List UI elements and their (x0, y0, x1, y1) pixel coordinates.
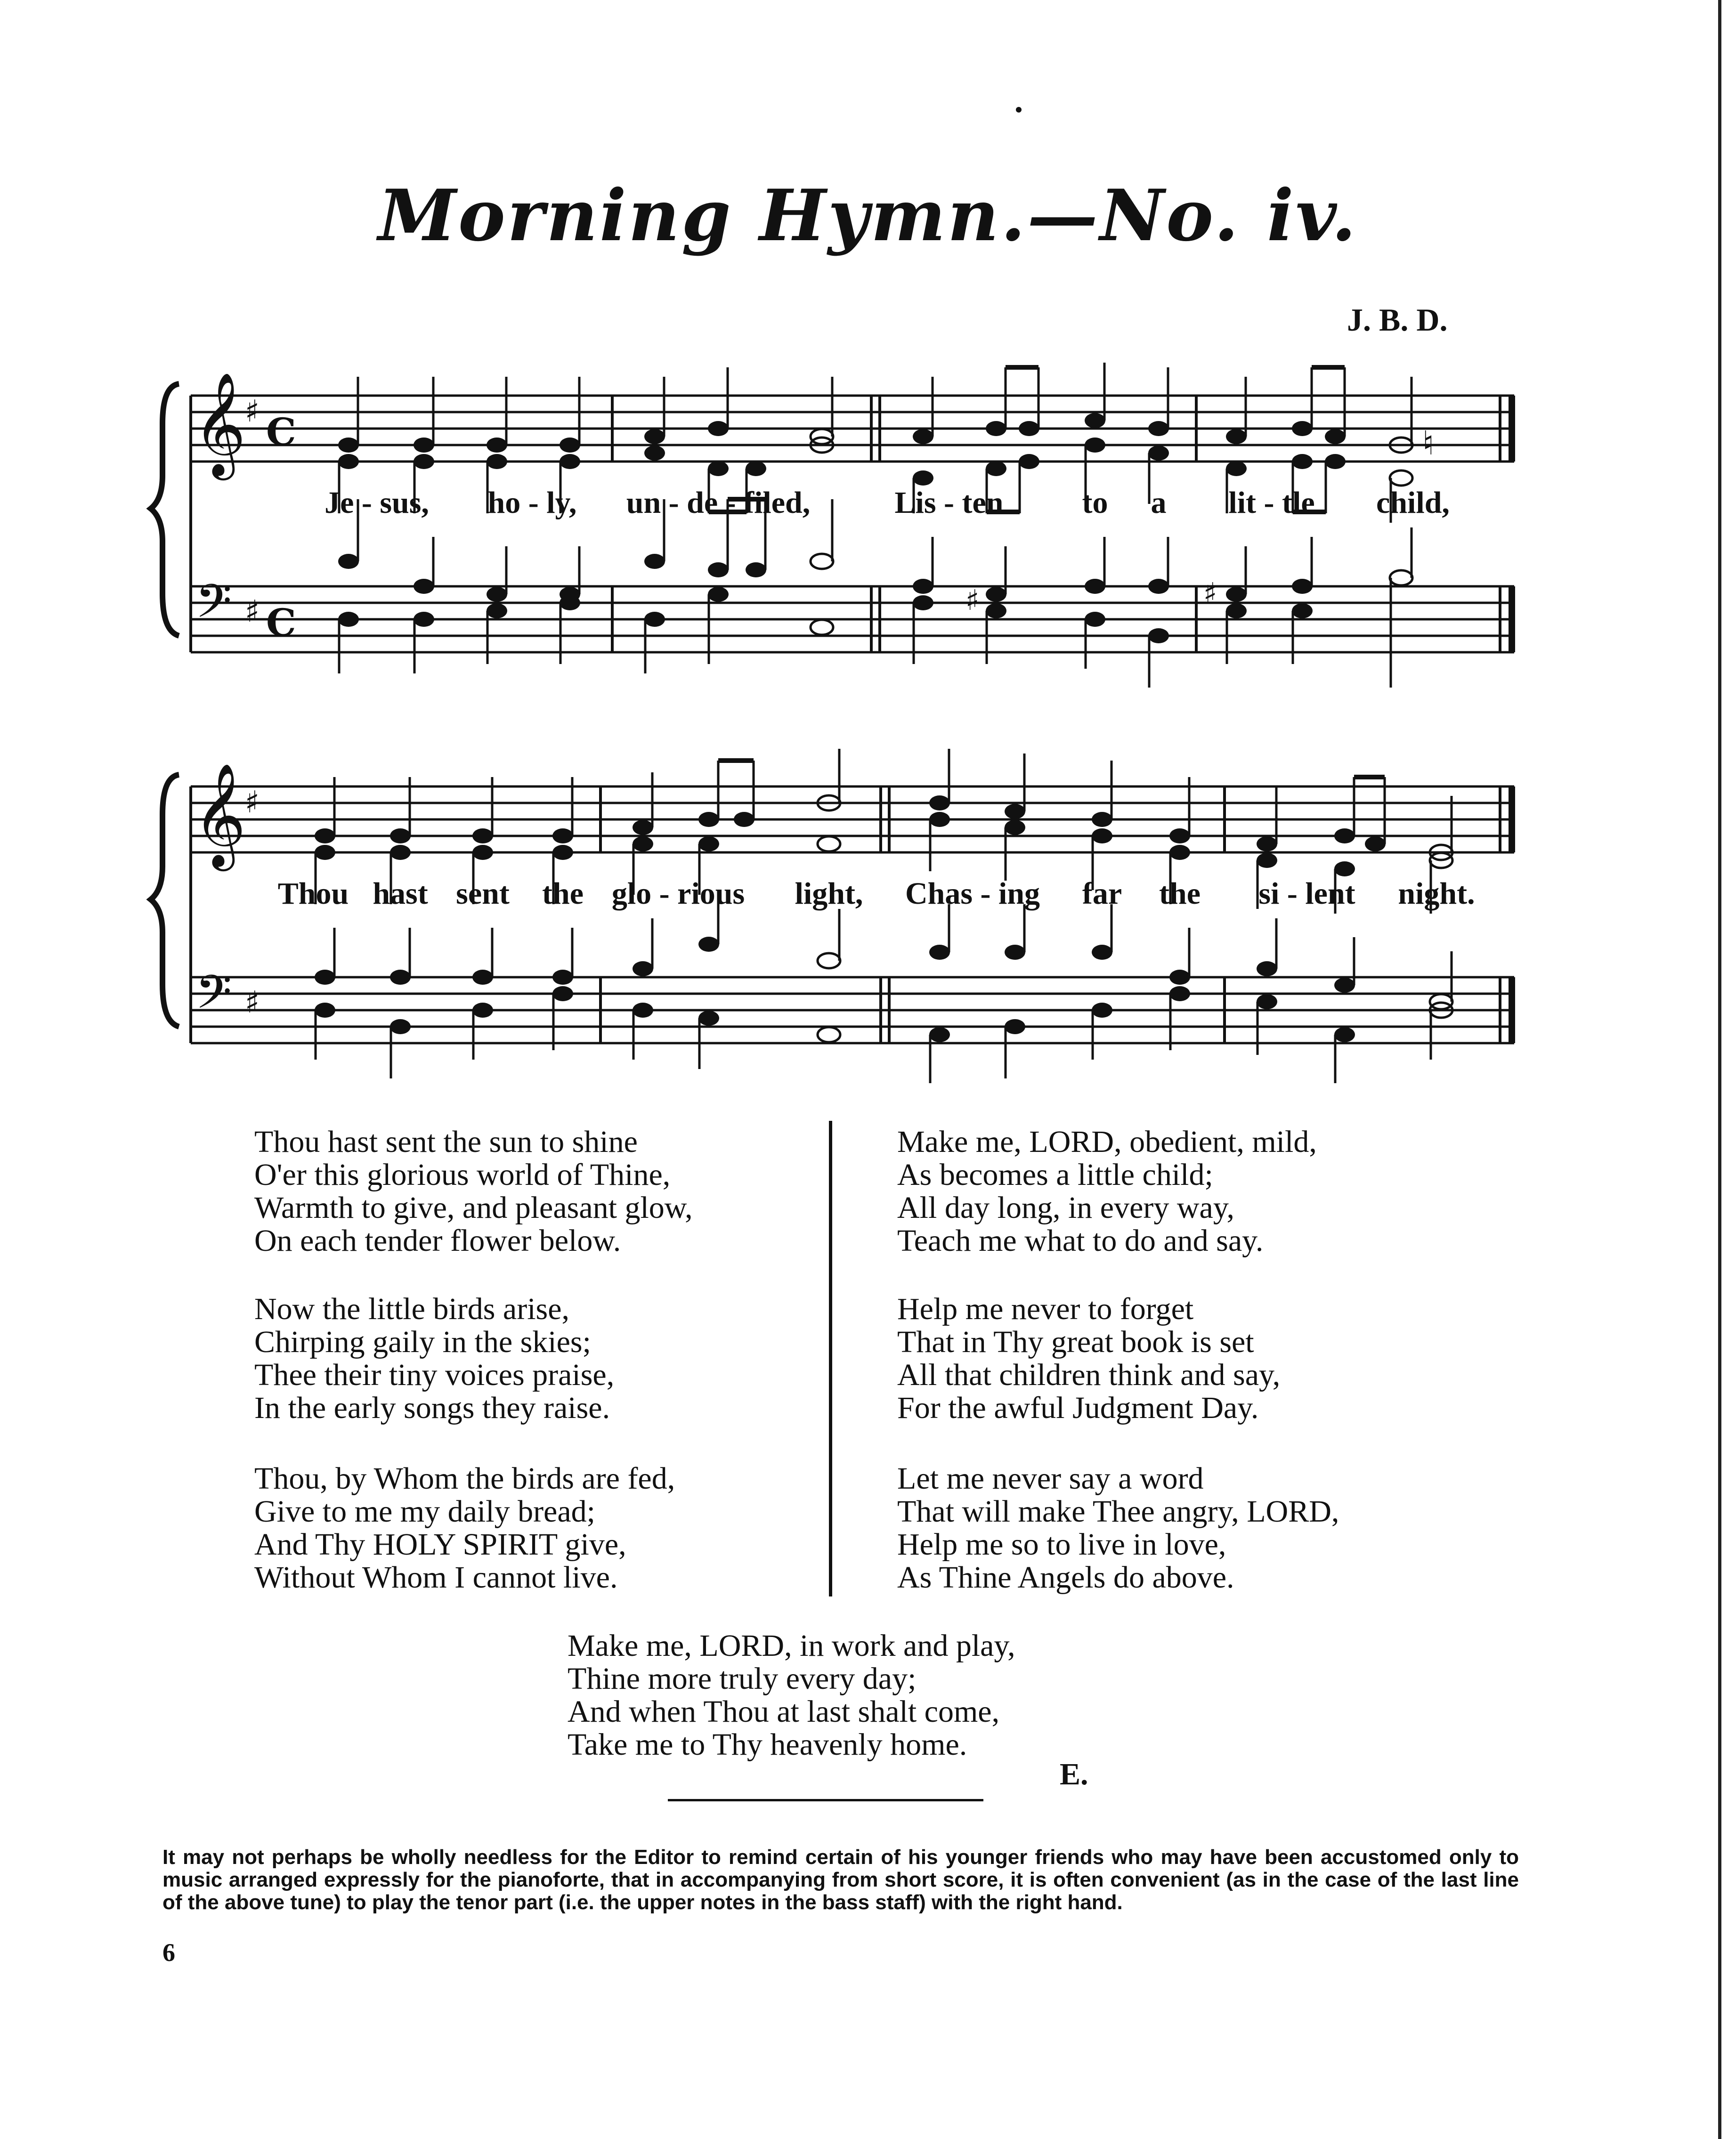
svg-text:C: C (266, 600, 296, 645)
verse-line: Thou, by Whom the birds are fed, (254, 1461, 675, 1496)
verse-line: On each tender flower below. (254, 1223, 621, 1258)
stanza-left-1 (254, 1126, 693, 1257)
svg-text:𝄞: 𝄞 (193, 372, 246, 476)
stanza-left-3 (254, 1462, 675, 1594)
svg-text:♯: ♯ (245, 985, 260, 1020)
verse-line: And when Thou at last shalt come, (568, 1694, 1000, 1729)
svg-text:♯: ♯ (245, 594, 260, 629)
lyric-syllable: far (1082, 876, 1122, 911)
verse-line: O'er this glorious world of Thine, (254, 1158, 671, 1192)
lyric-syllable: the (1159, 876, 1201, 911)
editor-footnote: It may not perhaps be wholly needless for the Editor to remind certain of his younger friends who may have been accustomed only to music arranged expressly for the pianoforte, that in accompanying from short score, it is often convenient (as in the case of the last line of the above tune) to play the tenor part (i.e. the upper notes in the bass staff) with the right hand. (162, 1846, 1519, 1914)
lyric-syllable: night. (1398, 876, 1475, 911)
lyric-syllable: to (1082, 486, 1108, 520)
printer-mark-dot (1016, 107, 1022, 113)
score-system-2 (0, 749, 1736, 1107)
verse-line: That in Thy great book is set (897, 1325, 1254, 1359)
verse-line: That will make Thee angry, LORD, (897, 1494, 1339, 1529)
verse-line: And Thy HOLY SPIRIT give, (254, 1527, 626, 1562)
music-system-2 (0, 749, 1736, 1107)
column-divider (829, 1121, 832, 1596)
verse-line: Without Whom I cannot live. (254, 1560, 618, 1595)
svg-text:C: C (266, 410, 296, 454)
stanza-right-3 (897, 1462, 1339, 1594)
verse-line: For the awful Judgment Day. (897, 1391, 1259, 1425)
verse-line: As Thine Angels do above. (897, 1560, 1234, 1595)
verse-line: Make me, LORD, obedient, mild, (897, 1125, 1317, 1159)
svg-text:♯: ♯ (1203, 577, 1217, 610)
composer-credit: J. B. D. (1347, 302, 1448, 338)
verse-line: In the early songs they raise. (254, 1391, 610, 1425)
verse-line: All that children think and say, (897, 1358, 1281, 1392)
svg-text:𝄢: 𝄢 (195, 965, 232, 1031)
lyric-syllable: un - de - filed, (626, 486, 811, 520)
svg-text:♯: ♯ (245, 394, 260, 429)
lyric-syllable: ho - ly, (487, 486, 577, 520)
verse-line: Help me so to live in love, (897, 1527, 1226, 1562)
separator-rule (668, 1799, 983, 1801)
stanza-right-1 (897, 1126, 1317, 1257)
verse-line: Thee their tiny voices praise, (254, 1358, 615, 1392)
svg-text:♮: ♮ (1422, 424, 1435, 462)
lyric-syllable: hast (373, 876, 428, 911)
lyric-syllable: sent (456, 876, 510, 911)
verse-line: All day long, in every way, (897, 1191, 1235, 1225)
verse-line: Thine more truly every day; (568, 1661, 917, 1696)
lyric-syllable: the (542, 876, 584, 911)
svg-text:𝄢: 𝄢 (195, 575, 232, 640)
verse-line: Give to me my daily bread; (254, 1494, 595, 1529)
verse-line: Make me, LORD, in work and play, (568, 1629, 1015, 1663)
svg-text:♯: ♯ (245, 785, 260, 820)
verse-line: Take me to Thy heavenly home. (568, 1727, 967, 1762)
lyric-syllable: light, (795, 876, 863, 911)
lyric-syllable: glo - rious (611, 876, 745, 911)
lyric-syllable: Chas - ing (905, 876, 1040, 911)
verse-line: Warmth to give, and pleasant glow, (254, 1191, 693, 1225)
author-signature: E. (1060, 1757, 1088, 1791)
svg-text:♯: ♯ (965, 584, 980, 617)
stanza-right-2 (897, 1293, 1280, 1425)
verse-line: Now the little birds arise, (254, 1292, 570, 1326)
verse-line: Teach me what to do and say. (897, 1223, 1264, 1258)
svg-text:𝄞: 𝄞 (193, 762, 246, 867)
score-system-1 (0, 358, 1736, 716)
verse-line: Thou hast sent the sun to shine (254, 1125, 638, 1159)
lyric-syllable: Thou (277, 876, 349, 911)
lyric-syllable: Je - sus, (324, 486, 429, 520)
page-number: 6 (162, 1938, 175, 1967)
lyric-syllable: a (1151, 486, 1167, 520)
verse-line: Help me never to forget (897, 1292, 1194, 1326)
verse-line: Chirping gaily in the skies; (254, 1325, 591, 1359)
stanza-left-2 (254, 1293, 614, 1425)
verse-line: As becomes a little child; (897, 1158, 1213, 1192)
stanza-final (568, 1629, 1015, 1761)
verse-line: Let me never say a word (897, 1461, 1204, 1496)
lyric-syllable: si - lent (1258, 876, 1355, 911)
page-title: Morning Hymn.—No. iv. (378, 174, 1358, 257)
lyric-syllable: lit - tle (1228, 486, 1315, 520)
music-system-1 (0, 358, 1736, 716)
lyric-syllable: child, (1376, 486, 1450, 520)
lyric-syllable: Lis - ten (894, 486, 1004, 520)
